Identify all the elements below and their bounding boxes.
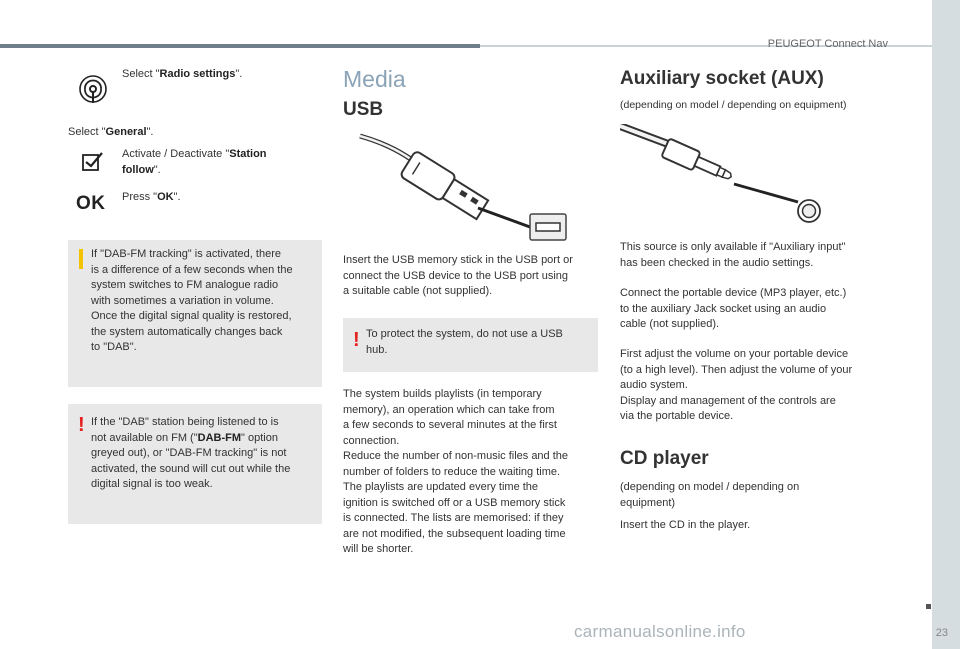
section-title-media: Media: [343, 66, 406, 92]
step-station-follow: Activate / Deactivate "Station follow".: [122, 148, 267, 176]
aux-availability: This source is only available if "Auxiliary input" has been checked in the audio settings.: [620, 241, 846, 269]
watermark-text: carmanualsonline.info: [574, 622, 746, 641]
step-select-general: Select "General".: [68, 126, 154, 138]
cd-instruction: Insert the CD in the player.: [620, 519, 751, 531]
warning-note-text: If the "DAB" station being listened to is not available on FM ("DAB-FM" option greyed out), or "DAB-FM tracking" is not activated, the sound will cut out while the digital signal is too weak.: [91, 416, 291, 490]
checkbox-icon: [80, 150, 106, 172]
continuation-marker: [926, 604, 931, 609]
warning-exclamation-icon: !: [353, 329, 360, 351]
header-rule-dark: [0, 44, 480, 48]
page-side-strip: [932, 0, 960, 649]
usb-instructions: Insert the USB memory stick in the USB port or connect the USB device to the USB port using a suitable cable (not supplied).: [343, 254, 573, 297]
playlist-information: The system builds playlists (in temporary memory), an operation which can take from a few seconds to several minutes at the first connection. Reduce the number of non-music files and the number of folders to reduce the waiting time. The playlists are updated every time the ignition is switched off or a USB memory stick is connected. The lists are memorised: if they are not modified, the subsequent loading time will be shorter.: [343, 388, 569, 555]
info-note-text: If "DAB-FM tracking" is activated, there is a difference of a few seconds when the system switches to FM analogue radio with sometimes a variation in volume. Once the digital signal quality is restored, the system automatically changes back to "DAB".: [91, 248, 293, 353]
cd-player-heading: CD player: [620, 448, 709, 469]
warning-exclamation-icon: !: [78, 414, 85, 436]
jack-plug-illustration: [620, 124, 830, 224]
aux-volume-instructions: First adjust the volume on your portable device (to a high level). Then adjust the volume of your audio system. Display and management of the controls are via the portable device.: [620, 348, 853, 422]
info-marker-icon: [79, 249, 83, 269]
ok-icon: OK: [76, 193, 106, 214]
step-press-ok: Press "OK".: [122, 191, 181, 203]
usb-plug-illustration: [358, 130, 570, 242]
aux-heading: Auxiliary socket (AUX): [620, 68, 824, 89]
header-title: PEUGEOT Connect Nav: [767, 38, 888, 50]
aux-subtitle: (depending on model / depending on equipment): [620, 99, 847, 111]
usb-heading: USB: [343, 99, 384, 120]
usb-warning-text: To protect the system, do not use a USB hub.: [366, 328, 563, 356]
aux-connection: Connect the portable device (MP3 player, etc.) to the auxiliary Jack socket using an audio cable (not supplied).: [620, 287, 847, 330]
page-number: 23: [935, 627, 948, 639]
radio-signal-icon: [76, 72, 110, 106]
cd-subtitle: (depending on model / depending on equipment): [620, 481, 800, 509]
step-select-radio-settings: Select "Radio settings".: [122, 68, 243, 80]
